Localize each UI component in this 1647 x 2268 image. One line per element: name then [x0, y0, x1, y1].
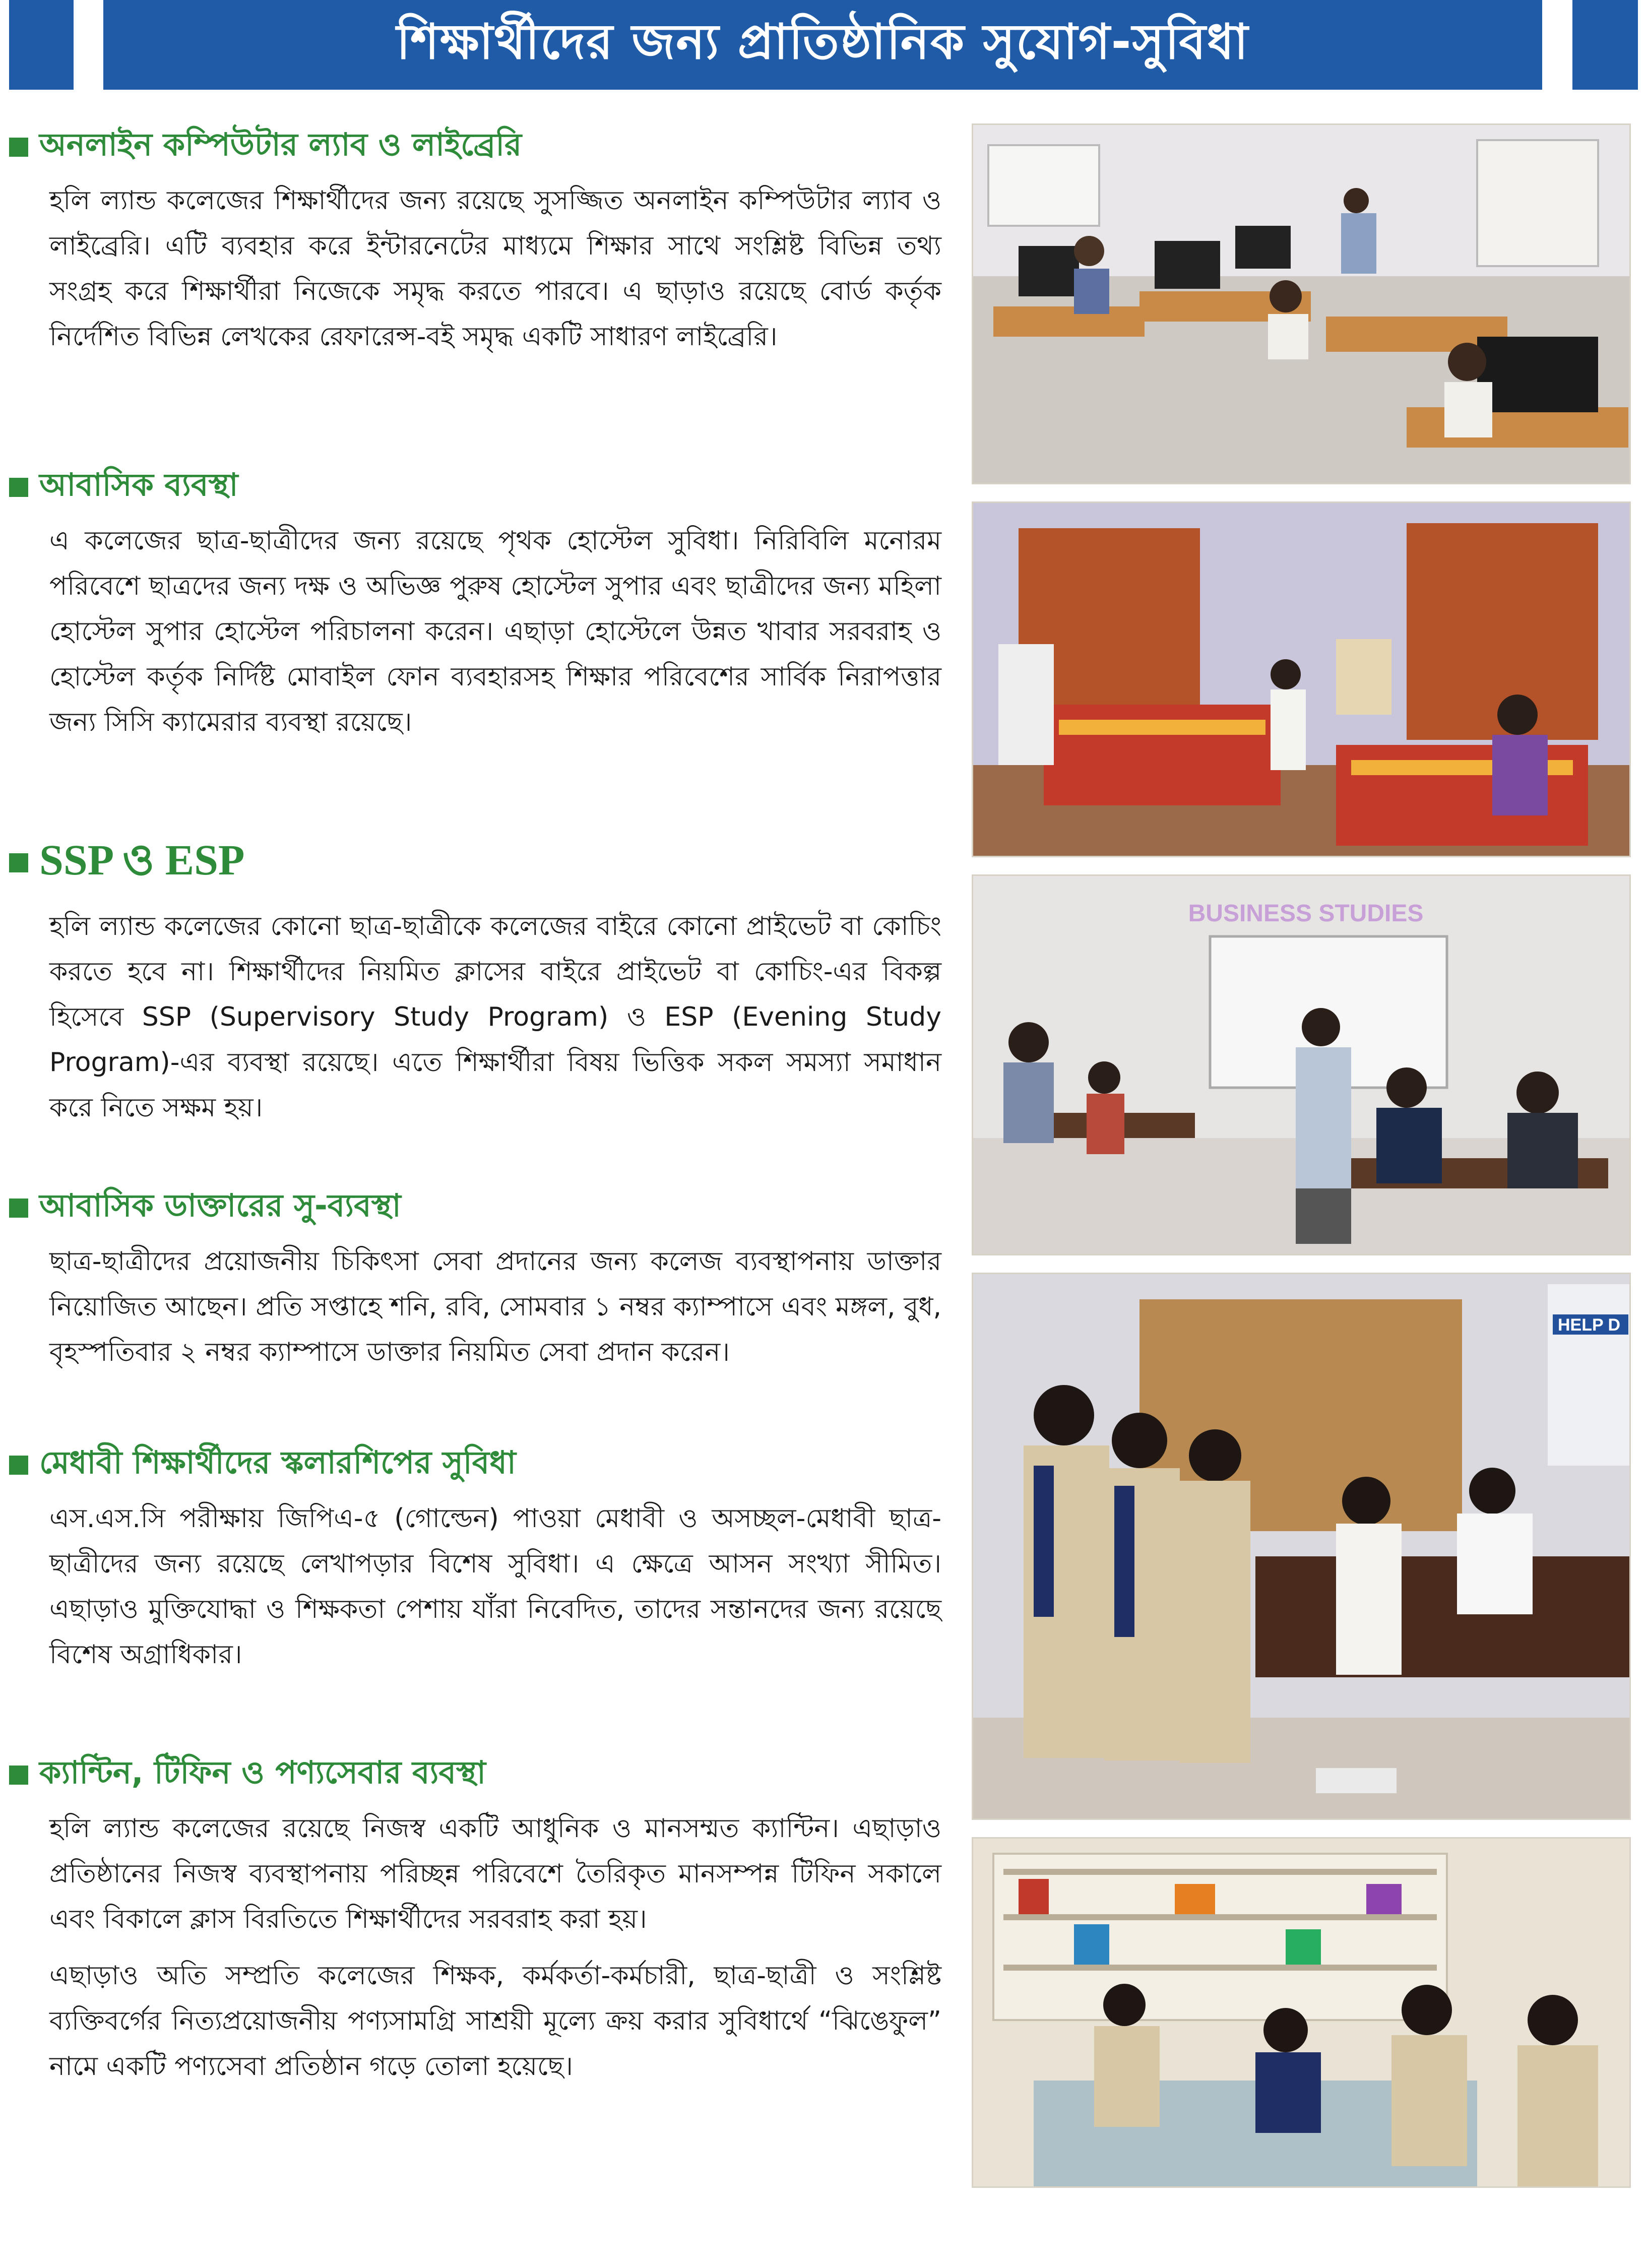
bullet-square-icon	[9, 1199, 28, 1218]
section-scholarship	[9, 1439, 941, 1677]
section-heading	[9, 1182, 941, 1234]
doctor-illustration	[973, 1274, 1629, 1818]
hostel-illustration	[973, 503, 1629, 856]
section-ssp-esp	[9, 827, 941, 1130]
section-paragraph: হলি ল্যান্ড কলেজের শিক্ষার্থীদের জন্য রয়েছে সুসজ্জিত অনলাইন কম্পিউটার ল্যাব ও লাইব্রেরি। এটি ব্যবহার করে ইন্টারনেটের মাধ্যমে শিক্ষার সাথে সংশ্লিষ্ট বিভিন্ন তথ্য সংগ্রহ করে শিক্ষার্থীরা নিজেকে সমৃদ্ধ করতে পারবে। এ ছাড়াও রয়েছে বোর্ড কর্তৃক নির্দেশিত বিভিন্ন লেখকের রেফারেন্স-বই সমৃদ্ধ একটি সাধারণ লাইব্রেরি।	[49, 185, 941, 352]
section-paragraph: হলি ল্যান্ড কলেজের কোনো ছাত্র-ছাত্রীকে কলেজের বাইরে কোনো প্রাইভেট বা কোচিং করতে হবে না। শিক্ষার্থীদের নিয়মিত ক্লাসের বাইরে প্রাইভেট বা কোচিং-এর বিকল্প হিসেবে SSP (Supervisory Study Program) ও ESP (Evening Study Program)-এর ব্যবস্থা রয়েছে। এতে শিক্ষার্থীরা বিষয় ভিত্তিক সকল সমস্যা সমাধান করে নিতে সক্ষম হয়।	[49, 911, 941, 1123]
photo-classroom	[972, 874, 1631, 1255]
section-residential	[9, 461, 941, 745]
bullet-square-icon	[9, 138, 28, 157]
section-title: আবাসিক ব্যবস্থা	[39, 466, 238, 503]
classroom-sign: BUSINESS STUDIES	[1188, 900, 1424, 927]
section-title: SSP ও ESP	[39, 836, 245, 884]
banner-right-strip	[1572, 0, 1638, 90]
section-paragraph: এছাড়াও অতি সম্প্রতি কলেজের শিক্ষক, কর্মকর্তা-কর্মচারী, ছাত্র-ছাত্রী ও সংশ্লিষ্ট ব্যক্তিবর্গের নিত্যপ্রয়োজনীয় পণ্যসামগ্রি সাশ্রয়ী মূল্যে ক্রয় করার সুবিধার্থে “ঝিঙেফুল” নামে একটি পণ্যসেবা প্রতিষ্ঠান গড়ে তোলা হয়েছে।	[49, 1961, 941, 2082]
section-canteen	[9, 1749, 941, 2089]
photo-computer-lab	[972, 123, 1631, 484]
section-title: ক্যান্টিন, টিফিন ও পণ্যসেবার ব্যবস্থা	[39, 1754, 486, 1791]
section-paragraph: এ কলেজের ছাত্র-ছাত্রীদের জন্য রয়েছে পৃথক হোস্টেল সুবিধা। নিরিবিলি মনোরম পরিবেশে ছাত্রদের জন্য দক্ষ ও অভিজ্ঞ পুরুষ হোস্টেল সুপার এবং ছাত্রীদের জন্য মহিলা হোস্টেল সুপার হোস্টেল পরিচালনা করেন। এছাড়া হোস্টেলে উন্নত খাবার সরবরাহ ও হোস্টেল কর্তৃক নির্দিষ্ট মোবাইল ফোন ব্যবহারসহ শিক্ষার পরিবেশের সার্বিক নিরাপত্তার জন্য সিসি ক্যামেরার ব্যবস্থা রয়েছে।	[49, 526, 941, 737]
section-heading	[9, 1439, 941, 1491]
section-title: অনলাইন কম্পিউটার ল্যাব ও লাইব্রেরি	[39, 126, 522, 163]
bullet-square-icon	[9, 478, 28, 497]
photo-doctor	[972, 1273, 1631, 1820]
section-heading	[9, 827, 941, 899]
section-heading	[9, 121, 941, 173]
helpdesk-sign: HELP D	[1558, 1315, 1621, 1335]
photo-canteen	[972, 1837, 1631, 2188]
section-paragraph: এস.এস.সি পরীক্ষায় জিপিএ-৫ (গোল্ডেন) পাওয়া মেধাবী ও অসচ্ছল-মেধাবী ছাত্র-ছাত্রীদের জন্য রয়েছে লেখাপড়ার বিশেষ সুবিধা। এ ক্ষেত্রে আসন সংখ্যা সীমিত। এছাড়াও মুক্তিযোদ্ধা ও শিক্ষকতা পেশায় যাঁরা নিবেদিত, তাদের সন্তানদের জন্য রয়েছে বিশেষ অগ্রাধিকার।	[49, 1503, 941, 1670]
computer-lab-illustration	[973, 125, 1629, 483]
bullet-square-icon	[9, 853, 28, 872]
bullet-square-icon	[9, 1456, 28, 1475]
classroom-illustration	[973, 876, 1629, 1254]
canteen-illustration	[973, 1839, 1629, 2186]
section-heading	[9, 1749, 941, 1801]
section-computer-lab	[9, 121, 941, 359]
section-paragraph: হলি ল্যান্ড কলেজের রয়েছে নিজস্ব একটি আধুনিক ও মানসম্মত ক্যান্টিন। এছাড়াও প্রতিষ্ঠানের নিজস্ব ব্যবস্থাপনায় পরিচ্ছন্ন পরিবেশে তৈরিকৃত মানসম্পন্ন টিফিন সকালে এবং বিকালে ক্লাস বিরতিতে শিক্ষার্থীদের সরবরাহ করা হয়।	[49, 1813, 941, 1934]
photo-hostel	[972, 501, 1631, 857]
section-title: আবাসিক ডাক্তারের সু-ব্যবস্থা	[39, 1187, 401, 1224]
bullet-square-icon	[9, 1766, 28, 1785]
section-heading	[9, 461, 941, 513]
page-title: শিক্ষার্থীদের জন্য প্রাতিষ্ঠানিক সুযোগ-সুবিধা	[396, 13, 1249, 70]
banner-left-strip	[9, 0, 74, 90]
title-banner	[103, 0, 1542, 90]
section-title: মেধাবী শিক্ষার্থীদের স্কলারশিপের সুবিধা	[39, 1444, 516, 1481]
section-paragraph: ছাত্র-ছাত্রীদের প্রয়োজনীয় চিকিৎসা সেবা প্রদানের জন্য কলেজ ব্যবস্থাপনায় ডাক্তার নিয়োজিত আছেন। প্রতি সপ্তাহে শনি, রবি, সোমবার ১ নম্বর ক্যাম্পাসে এবং মঙ্গল, বুধ, বৃহস্পতিবার ২ নম্বর ক্যাম্পাসে ডাক্তার নিয়মিত সেবা প্রদান করেন।	[49, 1246, 941, 1367]
section-doctor	[9, 1182, 941, 1375]
